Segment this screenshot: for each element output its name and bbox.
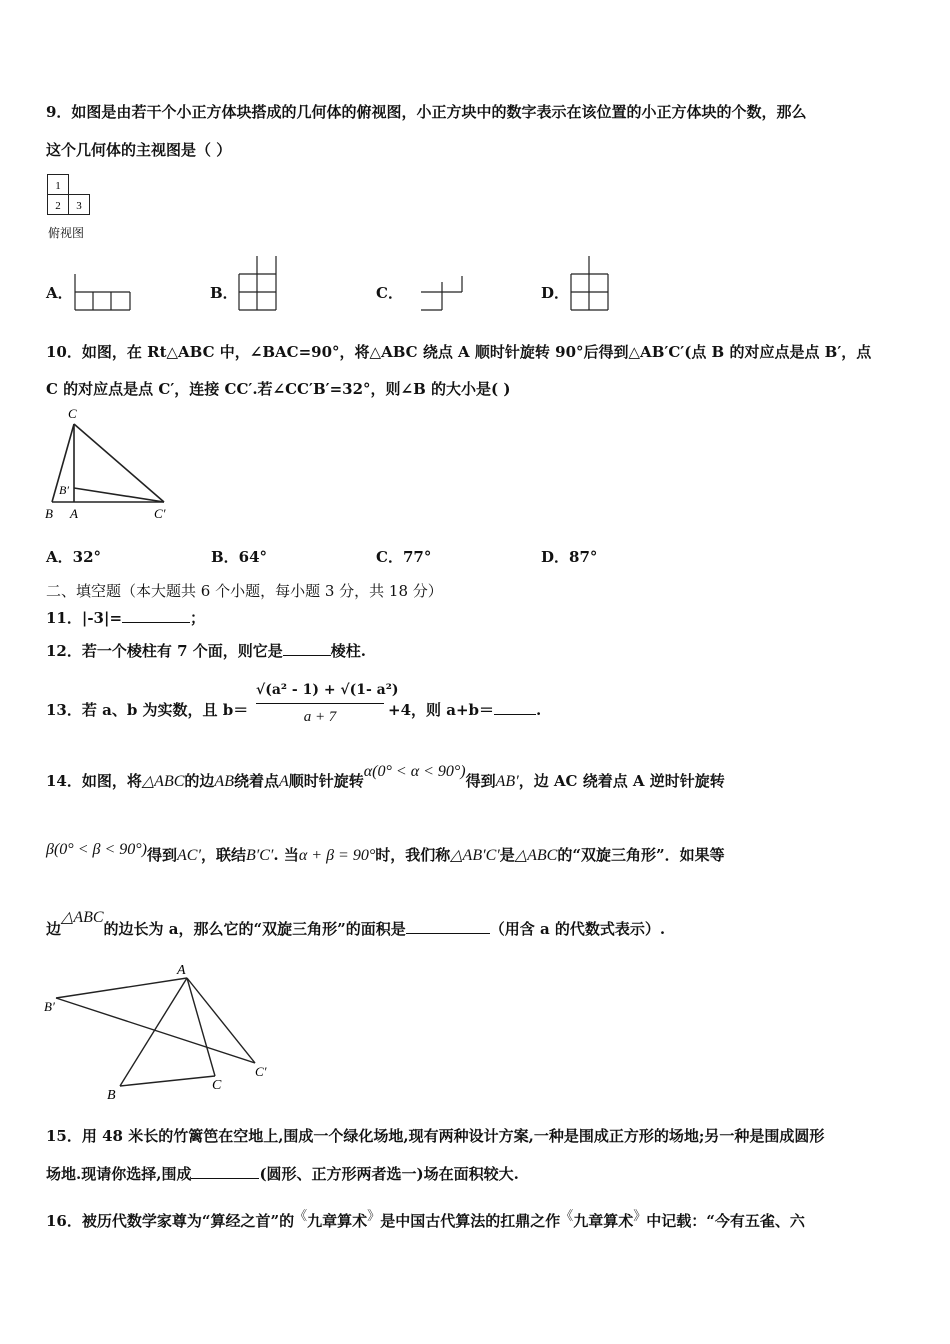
q14-tri-abc: △ABC (141, 773, 185, 790)
q12 (46, 641, 366, 661)
q13-numerator: √(a² - 1) + √(1- a²) (256, 682, 399, 698)
q13-denominator: a + 7 (303, 709, 337, 725)
q10-label-c-prime: C′ (154, 506, 166, 521)
q10-option-d: D．87° (541, 548, 598, 566)
q9-line2: 这个几何体的主视图是（ ） (46, 141, 232, 159)
q10-line1: 10．如图，在 Rt△ABC 中，∠BAC=90°，将△ABC 绕点 A 顺时针旋转 90°后得到△AB′C′(点 B 的对应点是点 B′，点 (46, 343, 872, 361)
q16-bracket-open-1: 《 (294, 1209, 308, 1224)
q12-answer-blank (283, 641, 331, 656)
q12-post: 棱柱. (330, 642, 366, 660)
q13-pre: 13．若 a、b 为实数，且 b＝ (46, 701, 249, 719)
q16-part-a: 16．被历代数学家尊为“算经之首”的 (46, 1212, 295, 1230)
q14-label-a: A (177, 963, 186, 978)
q10-option-a: A．32° (46, 548, 102, 566)
q10-label-b: B (45, 506, 53, 521)
q14-condition: α + β = 90° (298, 847, 376, 864)
q14-ab-prime: AB′ (495, 773, 519, 790)
q13-post (388, 700, 541, 720)
q14-l3-b: 的边长为 a，那么它的“双旋三角形”的面积是 (103, 920, 406, 938)
q15-line2 (46, 1164, 519, 1184)
q9-option-b-label: B． (210, 284, 238, 302)
q14-label-c: C (212, 1078, 222, 1093)
q14-l2-d: 时，我们称 (375, 846, 451, 864)
q14-point-a: A (278, 773, 289, 790)
q14-l2-b: ，联结 (200, 846, 246, 864)
q14-alpha-range: α(0° < α < 90°) (363, 763, 466, 780)
grid-cell-1: 1 (55, 180, 61, 192)
q14-label-b-prime: B′ (44, 999, 55, 1014)
q16-bracket-close-2: 》 (633, 1209, 647, 1224)
q14-l1-b: 的边 (184, 772, 215, 790)
q9-option-a-figure (74, 272, 132, 312)
q13-fraction-bar (256, 703, 384, 704)
q15-post: (圆形、正方形两者选一)场在面积较大. (259, 1165, 519, 1183)
q14-label-c-prime: C′ (255, 1064, 267, 1079)
q14-label-b: B (107, 1088, 116, 1103)
top-view-caption: 俯视图 (48, 226, 85, 240)
q9-line1: 9．如图是由若干个小正方体块搭成的几何体的俯视图，小正方块中的数字表示在该位置的小正方体块的个数，那么 (46, 103, 807, 121)
q14-l2-a: 得到 (146, 846, 177, 864)
q13-post-text: +4，则 a+b＝ (388, 701, 495, 719)
q11-answer-blank (122, 608, 190, 623)
q14-tri-abc-3: △ABC (61, 909, 104, 926)
q13-answer-blank (494, 700, 536, 715)
q14-l1-f: ，边 AC 绕着点 A 逆时针旋转 (518, 772, 725, 790)
q14-answer-blank (406, 919, 490, 934)
q15-line1: 15．用 48 米长的竹篱笆在空地上,围成一个绿化场地,现有两种设计方案,一种是围成正方形的场地;另一种是围成圆形 (46, 1127, 825, 1145)
q14-tri-abc-2: △ABC (514, 847, 558, 864)
q14-l2-f: 的“双旋三角形”．如果等 (557, 846, 725, 864)
q14-ab: AB (214, 773, 234, 790)
q14-l1-d: 顺时针旋转 (288, 772, 364, 790)
q10-triangle-figure (44, 406, 184, 526)
q14-tri-abc-prime: △AB′C′ (450, 847, 500, 864)
q14-line1 (46, 763, 725, 792)
q14-l2-e: 是 (499, 846, 515, 864)
q15-pre: 场地.现请你选择,围成 (46, 1165, 192, 1183)
q16-bracket-close-1: 》 (367, 1209, 381, 1224)
q10-label-b-prime: B′ (59, 483, 69, 497)
q14-bc-prime: B′C′ (245, 847, 274, 864)
q11 (46, 608, 205, 628)
q11-end: ； (190, 609, 206, 627)
q16-bracket-open-2: 《 (560, 1209, 574, 1224)
q9-option-c-label: C． (376, 284, 403, 302)
q14-l3-c: （用含 a 的代数式表示）. (489, 920, 666, 938)
q16-part-b: 是中国古代算法的扛鼎之作 (380, 1212, 561, 1230)
q14-line2 (46, 841, 725, 866)
q10-label-c: C (68, 406, 77, 421)
q11-text: 11．|-3|= (46, 609, 123, 627)
q16-line1 (46, 1211, 805, 1233)
q12-pre: 12．若一个棱柱有 7 个面，则它是 (46, 642, 283, 660)
q9-option-c-figure (420, 272, 464, 312)
q10-option-c: C．77° (376, 548, 432, 566)
q16-part-c: 中记载：“今有五雀、六 (646, 1212, 805, 1230)
q10-label-a: A (70, 506, 78, 521)
q9-option-d-label: D． (541, 284, 570, 302)
q9-option-d-figure (570, 254, 610, 312)
grid-cell-2: 2 (55, 200, 61, 212)
q14-figure (40, 958, 280, 1108)
q14-l2-c: . 当 (273, 846, 299, 864)
q15-answer-blank (191, 1164, 259, 1179)
q13-end: . (536, 701, 542, 719)
q16-book-2: 九章算术 (573, 1212, 634, 1230)
q9-option-b-figure (238, 254, 278, 312)
q14-line3 (46, 909, 666, 940)
q9-option-a-label: A． (46, 284, 73, 302)
q14-beta-range: β(0° < β < 90°) (46, 841, 147, 858)
q14-l1-a: 14．如图，将 (46, 772, 142, 790)
q14-l1-c: 绕着点 (233, 772, 279, 790)
q14-ac-prime: AC′ (177, 847, 201, 864)
top-view-grid (47, 174, 92, 216)
section2-heading: 二、填空题（本大题共 6 个小题，每小题 3 分，共 18 分） (46, 582, 443, 600)
q10-option-b: B．64° (211, 548, 268, 566)
q10-line2: C 的对应点是点 C′，连接 CC′.若∠CC′B′=32°，则∠B 的大小是( ) (46, 380, 511, 398)
q14-l3-a: 边 (46, 920, 62, 938)
q16-book-1: 九章算术 (307, 1212, 368, 1230)
q14-l1-e: 得到 (465, 772, 496, 790)
grid-cell-3: 3 (76, 200, 82, 212)
